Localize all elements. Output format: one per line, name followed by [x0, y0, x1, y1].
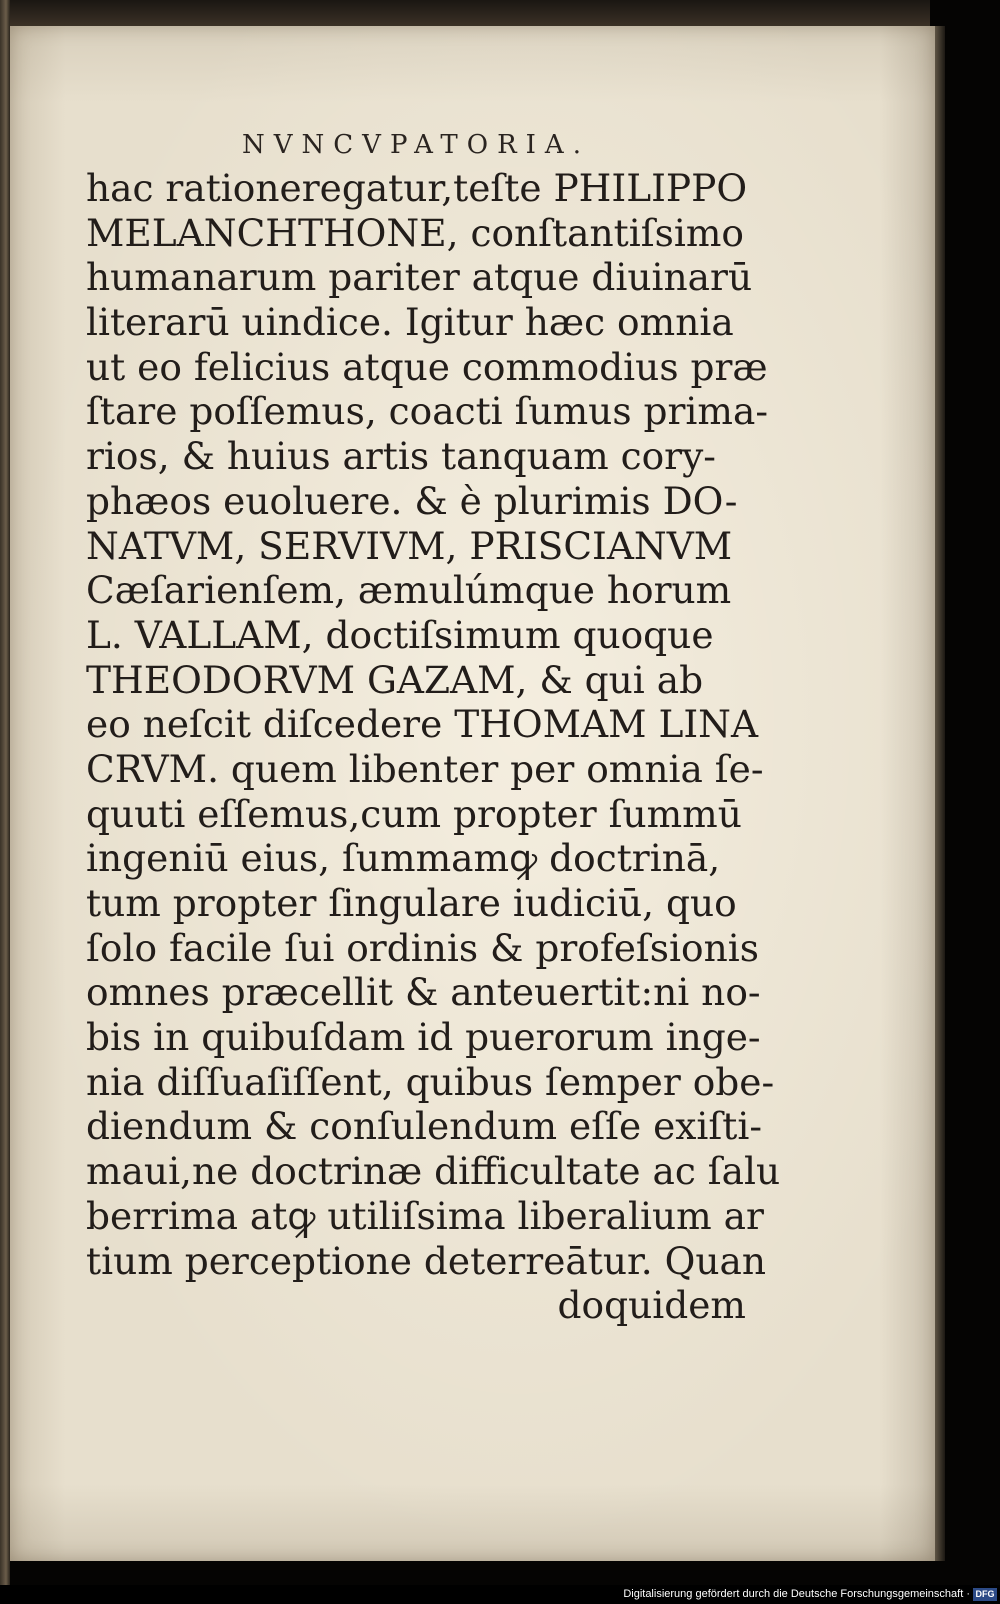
text-line: nia diſſuaſiſſent, quibus ſemper obe- — [86, 1059, 775, 1104]
text-line: hac rationeregatur,teſte PHILIPPO — [86, 166, 748, 210]
page-edge — [935, 26, 945, 1561]
text-line: MELANCHTHONE, conſtantiſsimo — [86, 210, 744, 255]
text-line: tum propter ſingulare iudiciū, quo — [86, 881, 737, 925]
text-line: humanarum pariter atque diuinarū — [86, 255, 753, 300]
text-line: eo neſcit diſcedere THOMAM LINA — [86, 702, 759, 747]
text-line: omnes præcellit & anteuertit:ni no- — [86, 970, 761, 1015]
text-line: L. VALLAM, doctiſsimum quoque — [86, 612, 714, 657]
text-line: quuti eſſemus,cum propter ſummū — [86, 791, 742, 836]
dfg-logo: DFG — [973, 1588, 997, 1601]
text-line: maui,ne doctrinæ difficultate ac ſalu — [86, 1149, 781, 1194]
text-line: bis in quibuſdam id puerorum inge- — [86, 1015, 761, 1060]
funding-credit: Digitalisierung gefördert durch die Deutsche Forschungsgemeinschaft · — [623, 1588, 970, 1600]
book-spine-edge — [0, 0, 10, 1585]
text-line: diendum & conſulendum eſſe exiſti- — [86, 1104, 763, 1149]
text-line: ſtare poſſemus, coacti ſumus prima- — [86, 389, 769, 434]
text-line: THEODORVM GAZAM, & qui ab — [86, 657, 704, 702]
text-line: rios, & huius artis tanquam cory- — [86, 434, 716, 479]
text-line: ſolo facile ſui ordinis & profeſsionis — [86, 925, 760, 970]
text-line: ut eo felicius atque commodius præ — [86, 344, 768, 389]
text-block — [86, 124, 781, 1328]
text-line: CRVM. quem libenter per omnia ſe- — [86, 746, 764, 791]
text-line: phæos euoluere. & è plurimis DO- — [86, 478, 738, 523]
text-line: berrima atꝙ utiliſsima liberalium ar — [86, 1193, 764, 1238]
running-head: NVNCVPATORIA. — [242, 130, 590, 160]
text-line: literarū uindice. Igitur hæc omnia — [86, 300, 734, 345]
text-line: ingeniū eius, ſummamꝙ doctrinā, — [86, 836, 721, 881]
book-board-top — [10, 0, 930, 26]
text-line: NATVM, SERVIVM, PRISCIANVM — [86, 523, 733, 568]
catchword: doquidem — [557, 1283, 746, 1328]
text-line: Cæſarienſem, æmulúmque horum — [86, 568, 732, 613]
text-line: tium perceptione deterreātur. Quan — [86, 1238, 767, 1283]
